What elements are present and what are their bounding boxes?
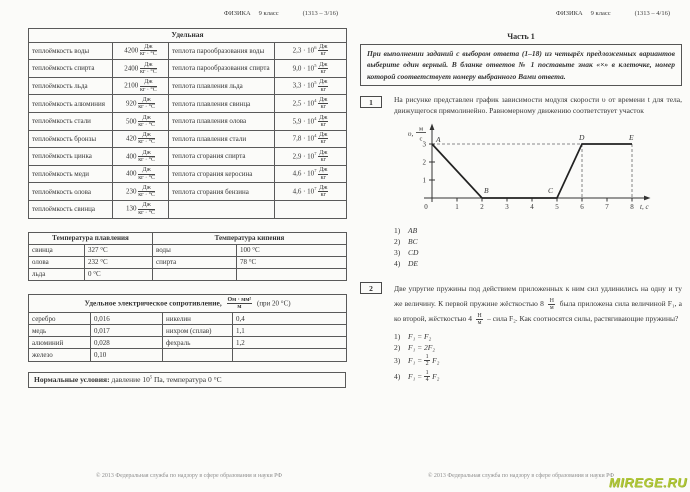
unit-fraction: Дж кг · °С (138, 132, 156, 146)
table-row (29, 60, 347, 78)
quantity-name: теплоёмкость цинка (29, 148, 113, 166)
material-name: медь (29, 325, 91, 337)
page-left (28, 0, 350, 492)
table-row (29, 313, 347, 325)
svg-text:D: D (579, 132, 585, 142)
resistivity-value: 1,1 (233, 325, 347, 337)
option-item: 1) F₁ = F₂ (394, 331, 432, 341)
option-item: 3) F₁ = $\frac{1}{2}$ F₂ (394, 354, 440, 368)
page-code-label: (1313 – 4/16) (634, 10, 670, 17)
svg-text:E: E (629, 132, 634, 142)
quantity-name: теплота плавления олова (169, 113, 275, 131)
table-row (29, 268, 347, 280)
normal-conditions-label: Нормальные условия: (34, 375, 110, 385)
question-number-box: 2 (360, 282, 382, 294)
table-row (29, 349, 347, 361)
resistivity-value: 0,017 (91, 325, 163, 337)
empty-cell (169, 200, 275, 218)
graph-svg (396, 120, 656, 216)
subject-label: ФИЗИКА (555, 10, 583, 17)
material-name: нихром (сплав) (163, 325, 233, 337)
empty-cell (275, 200, 347, 218)
normal-conditions-box: Нормальные условия: давление $10^5$ Па, температура 0 °С (28, 372, 346, 388)
q1-options-list (394, 225, 682, 269)
material-name (163, 349, 233, 361)
quantity-name: теплоёмкость свинца (29, 200, 113, 218)
page-right (360, 0, 682, 492)
temperature-value: 327 °С (85, 244, 153, 256)
substance-name: олова (29, 256, 85, 268)
question-text: Две упругие пружины под действием приложенных к ним сил удлинились на одну и ту же величину. К первой пружине жёсткостью 8 Н м была приложена сила величиной F₁, а ко второй, жёсткостью 4 Н м – сила F₂. Как соотносятся силы, растягивающие пружины? (394, 283, 682, 327)
table-row (29, 200, 347, 218)
y-tick-labels (423, 140, 427, 184)
svg-text:υ,: υ, (408, 128, 414, 138)
svg-text:1: 1 (422, 175, 426, 184)
quantity-name: теплота плавления свинца (169, 95, 275, 113)
table-title: Удельная (29, 29, 347, 43)
resistivity-value: 1,2 (233, 337, 347, 349)
table-row (29, 42, 347, 60)
unit-fraction: Дж кг · °С (139, 79, 157, 93)
svg-text:2: 2 (422, 157, 426, 166)
svg-text:3: 3 (422, 139, 426, 148)
quantity-value: $3,3 \cdot 10^5$ Дж кг (275, 77, 347, 95)
svg-text:м: м (418, 125, 424, 132)
unit-fraction: Дж кг (319, 96, 328, 111)
watermark: MIREGE.RU (608, 475, 687, 490)
unit-fraction: Дж кг · °С (138, 114, 156, 128)
table-row (29, 325, 347, 337)
quantity-value: $4,6 \cdot 10^7$ Дж кг (275, 183, 347, 201)
unit-fraction: Дж кг · °С (138, 202, 156, 216)
question-1 (360, 95, 682, 117)
temperature-value: 232 °С (85, 256, 153, 268)
svg-text:7: 7 (605, 202, 609, 211)
quantity-value: 420 Дж кг · °С (113, 130, 169, 148)
quantity-value: 4200 Дж кг · °С (113, 42, 169, 60)
table-row (29, 256, 347, 268)
temperature-value: 78 °С (237, 256, 347, 268)
unit-fraction: Дж кг (319, 114, 328, 128)
option-item: 1) AB (394, 225, 418, 235)
speed-curve (432, 144, 632, 198)
unit-fraction: Дж кг · °С (138, 149, 156, 163)
resistivity-value: 0,4 (233, 313, 347, 325)
quantity-value: 130 Дж кг · °С (113, 200, 169, 218)
footer-left: © 2013 Федеральная служба по надзору в сфере образования и науки РФ (95, 473, 283, 479)
unit-fraction: Дж кг (319, 132, 328, 146)
grade-label: 9 класс (590, 10, 611, 17)
substance-name: льда (29, 268, 85, 280)
quantity-value: 2400 Дж кг · °С (113, 60, 169, 78)
grade-label: 9 класс (258, 10, 279, 17)
unit-fraction: Дж кг (319, 184, 328, 199)
svg-text:4: 4 (530, 202, 534, 211)
unit-fraction: Дж кг · °С (138, 96, 156, 111)
material-name: серебро (29, 313, 91, 325)
svg-text:8: 8 (630, 202, 634, 211)
quantity-name: теплота плавления льда (169, 77, 275, 95)
quantity-name: теплота сгорания спирта (169, 148, 275, 166)
svg-text:5: 5 (555, 202, 559, 211)
substance-name (153, 268, 237, 280)
boil-title: Температура кипения (153, 232, 347, 244)
unit-fraction: Дж кг · °С (138, 184, 156, 199)
option-item: 4) DE (394, 258, 418, 268)
resistivity-value: 0,10 (91, 349, 163, 361)
resistivity-value: 0,016 (91, 313, 163, 325)
quantity-value: 500 Дж кг · °С (113, 113, 169, 131)
substance-name: воды (153, 244, 237, 256)
table-row (29, 77, 347, 95)
unit-fraction: Дж кг (319, 44, 328, 58)
quantity-value: $5,9 \cdot 10^4$ Дж кг (275, 113, 347, 131)
quantity-name: теплоёмкость воды (29, 42, 113, 60)
resistivity-value (233, 349, 347, 361)
unit-fraction: Ом · мм² м (227, 296, 252, 311)
quantity-value: 400 Дж кг · °С (113, 165, 169, 183)
question-number-box: 1 (360, 96, 382, 108)
quantity-name: теплота сгорания керосина (169, 165, 275, 183)
unit-fraction: Н м (549, 297, 554, 311)
quantity-value: $7,8 \cdot 10^4$ Дж кг (275, 130, 347, 148)
table-row (29, 148, 347, 166)
fraction: $\frac{1}{4}$ (425, 370, 429, 384)
part-title: Часть 1 (507, 32, 535, 41)
fraction: $\frac{1}{2}$ (425, 354, 429, 368)
quantity-name: теплота парообразования спирта (169, 60, 275, 78)
quantity-value: 920 Дж кг · °С (113, 95, 169, 113)
table-row (29, 113, 347, 131)
quantity-name: теплоёмкость олова (29, 183, 113, 201)
point-labels (435, 133, 634, 195)
option-item: 2) F₁ = 2F₂ (394, 342, 435, 352)
svg-text:с: с (419, 135, 423, 142)
axes (424, 123, 651, 202)
specific-values-table (28, 28, 347, 219)
unit-fraction: Н м (477, 313, 482, 327)
x-tick-labels (424, 203, 634, 211)
footer-right: © 2013 Федеральная служба по надзору в сфере образования и науки РФ (427, 473, 615, 479)
material-name: железо (29, 349, 91, 361)
quantity-value: 230 Дж кг · °С (113, 183, 169, 201)
svg-text:1: 1 (455, 202, 459, 211)
subject-label: ФИЗИКА (223, 10, 251, 17)
quantity-value: 400 Дж кг · °С (113, 148, 169, 166)
quantity-name: теплота сгорания бензина (169, 183, 275, 201)
substance-name: спирта (153, 256, 237, 268)
quantity-value: $2,3 \cdot 10^6$ Дж кг (275, 42, 347, 60)
table-row (29, 244, 347, 256)
svg-text:0: 0 (424, 202, 428, 211)
q2-options-list (394, 331, 682, 385)
svg-text:C: C (548, 185, 554, 195)
table-row (29, 165, 347, 183)
option-item: 2) BC (394, 236, 418, 246)
material-name: фехраль (163, 337, 233, 349)
quantity-name: теплоёмкость алюминия (29, 95, 113, 113)
unit-fraction: Дж кг · °С (139, 44, 157, 58)
table-row (29, 130, 347, 148)
unit-fraction: Дж кг · °С (139, 61, 157, 76)
table-row (29, 183, 347, 201)
material-name: никелин (163, 313, 233, 325)
velocity-time-graph (396, 120, 682, 221)
instructions-box: При выполнении заданий с выбором ответа (1–18) из четырёх предложенных вариантов выберите один верный. В бланке ответов № 1 поставьте знак «×» в клеточке, номер которой соответствует номеру выбранного Вами ответа. (360, 44, 682, 86)
quantity-value: $2,9 \cdot 10^7$ Дж кг (275, 148, 347, 166)
material-name: алюминий (29, 337, 91, 349)
svg-text:B: B (484, 185, 489, 195)
substance-name: свинца (29, 244, 85, 256)
quantity-name: теплота плавления стали (169, 130, 275, 148)
dashed-guides (432, 144, 632, 198)
svg-text:A: A (436, 134, 441, 144)
option-item: 4) F₁ = $\frac{1}{4}$ F₂ (394, 370, 440, 384)
quantity-value: $9,0 \cdot 10^5$ Дж кг (275, 60, 347, 78)
svg-text:3: 3 (505, 202, 509, 211)
quantity-value: 2100 Дж кг · °С (113, 77, 169, 95)
table-row (29, 95, 347, 113)
melt-title: Температура плавления (29, 232, 153, 244)
temperature-value: 100 °С (237, 244, 347, 256)
unit-fraction: Дж кг · °С (138, 167, 156, 181)
unit-fraction: Дж кг (319, 61, 328, 76)
unit-fraction: Дж кг (319, 149, 328, 163)
page-header-left (28, 10, 350, 17)
temperature-value (237, 268, 347, 280)
resistivity-title: Удельное электрическое сопротивление, Ом · мм² м (при 20 °С) (29, 294, 347, 313)
temperature-value: 0 °С (85, 268, 153, 280)
resistivity-table (28, 294, 347, 362)
temperature-table (28, 232, 347, 281)
quantity-name: теплоёмкость бронзы (29, 130, 113, 148)
table-row (29, 337, 347, 349)
x-axis-label: t, с (640, 202, 649, 211)
quantity-name: теплота парообразования воды (169, 42, 275, 60)
unit-fraction: Дж кг (319, 167, 328, 181)
question-text: На рисунке представлен график зависимости модуля скорости υ от времени t для тела, движущегося прямолинейно. Равномерному движению соответствует участок (394, 94, 682, 115)
question-2 (360, 281, 682, 327)
quantity-value: $2,5 \cdot 10^4$ Дж кг (275, 95, 347, 113)
option-item: 3) CD (394, 247, 419, 257)
svg-text:2: 2 (480, 202, 484, 211)
quantity-name: теплоёмкость спирта (29, 60, 113, 78)
quantity-name: теплоёмкость льда (29, 77, 113, 95)
quantity-name: теплоёмкость меди (29, 165, 113, 183)
quantity-name: теплоёмкость стали (29, 113, 113, 131)
svg-text:6: 6 (580, 202, 584, 211)
page-code-label: (1313 – 3/16) (302, 10, 338, 17)
resistivity-value: 0,028 (91, 337, 163, 349)
unit-fraction: Дж кг (319, 79, 328, 93)
quantity-value: $4,6 \cdot 10^7$ Дж кг (275, 165, 347, 183)
page-header-right (360, 10, 682, 17)
